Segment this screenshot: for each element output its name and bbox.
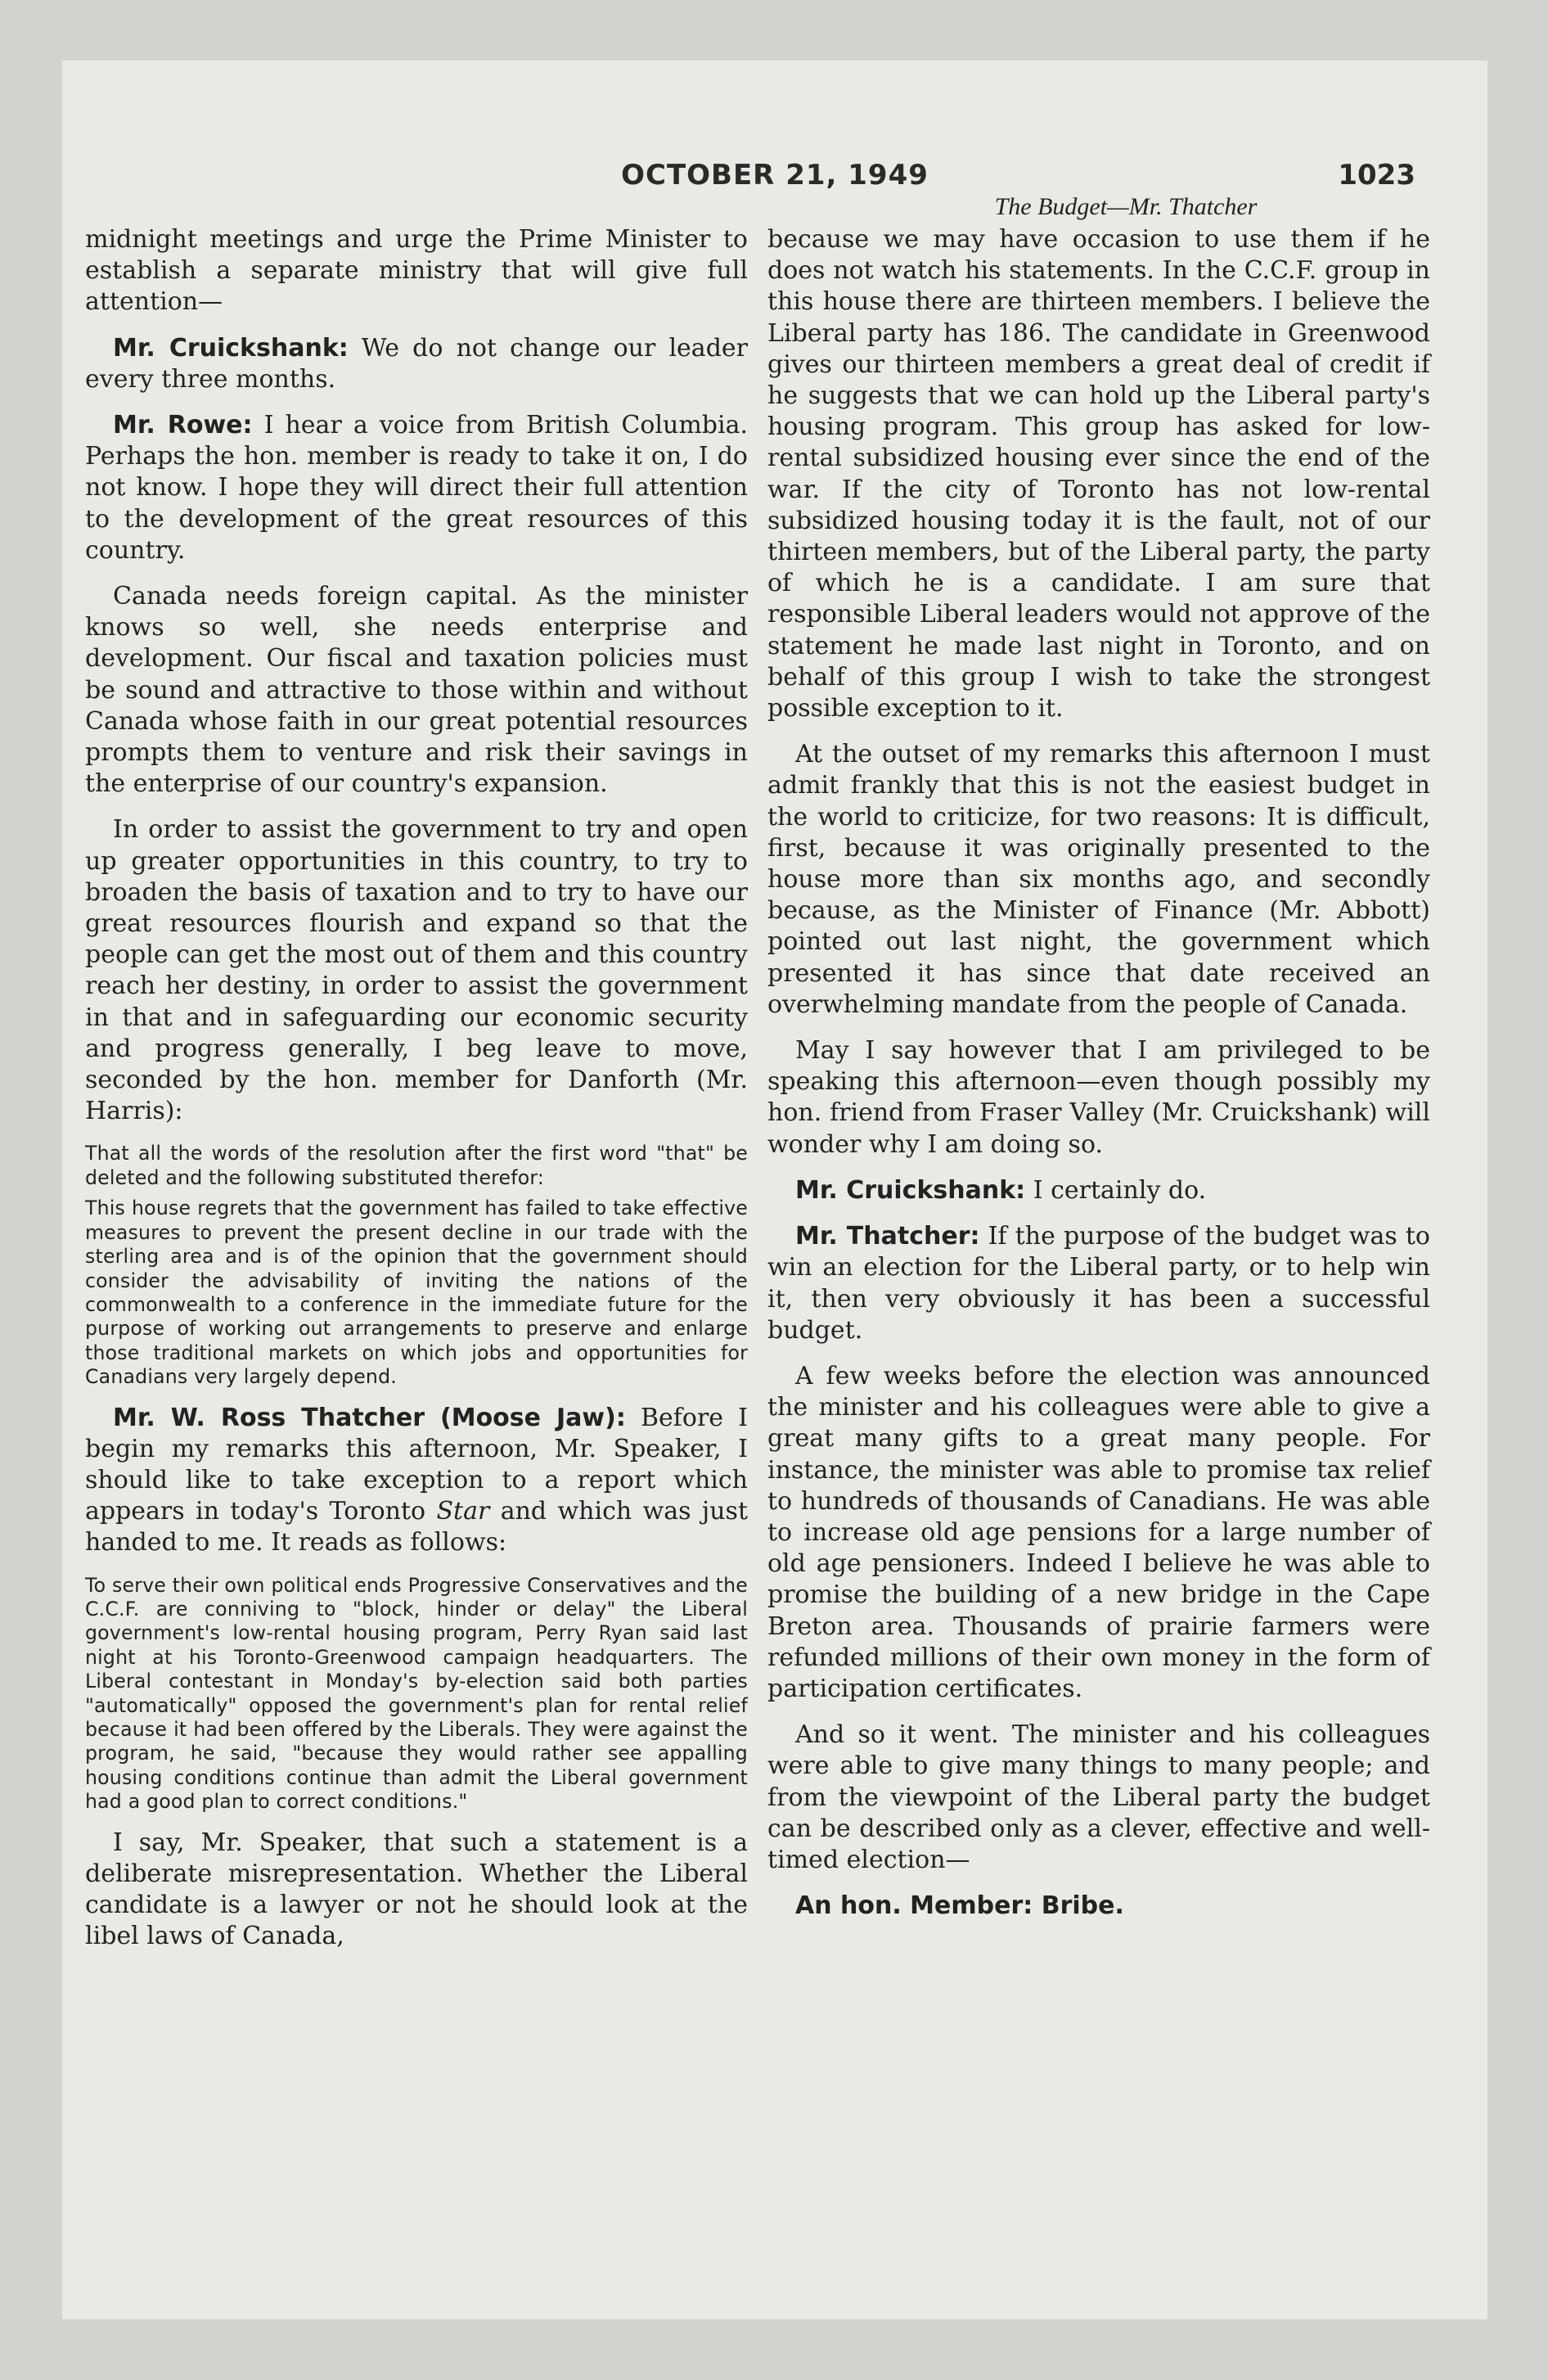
speaker-name: Mr. Thatcher: xyxy=(795,1222,980,1251)
paragraph xyxy=(85,1403,748,1559)
newspaper-name: Star xyxy=(436,1497,490,1526)
paragraph: because we may have occasion to use them if he does not watch his statements. In the C.C.F. group in this house there are thirteen members. I believe the Liberal party has 186. The candidate in Greenwood gives our thirteen members a great deal of credit if he suggests that we can hold up the Liberal party's housing program. This group has asked for low-rental subsidized housing ever since the end of the war. If the city of Toronto has not low-rental subsidized housing today it is the fault, not of our thirteen members, but of the Liberal party, the party of which he is a candidate. I am sure that responsible Liberal leaders would not approve of the statement he made last night in Toronto, and on behalf of this group I wish to take the strongest possible exception to it. xyxy=(767,225,1430,723)
speech-text: I certainly do. xyxy=(1025,1175,1207,1205)
quote-paragraph: To serve their own political ends Progressive Conservatives and the C.C.F. are conniving to "block, hinder or delay" the Liberal government's low-rental housing program, Perry Ryan said last night at his Toronto-Greenwood campaign headquarters. The Liberal contestant in Monday's by-election said both parties "automatically" opposed the government's plan for rental relief because it had been offered by the Liberals. They were against the program, he said, "because they would rather see appalling housing conditions continue than admit the Liberal government had a good plan to correct conditions." xyxy=(85,1573,748,1814)
paragraph xyxy=(767,1891,1430,1922)
paragraph: At the outset of my remarks this afternoon I must admit frankly that this is not the easiest budget in the world to criticize, for two reasons: It is difficult, first, because it was originally presented to the house more than six months ago, and secondly because, as the Minister of Finance (Mr. Abbott) pointed out last night, the government which presented it has since that date received an overwhelming mandate from the people of Canada. xyxy=(767,740,1430,1019)
speaker-name: Mr. W. Ross Thatcher (Moose Jaw): xyxy=(113,1403,626,1432)
right-column xyxy=(767,224,1430,1936)
speech-text: Before I begin my remarks this afternoon, Mr. Speaker, I should like to take exception to a report which appears in today's Toronto xyxy=(85,1403,748,1526)
speech-text: I hear a voice from British Columbia. Perhaps the hon. member is ready to take it on, I do not know. I hope they will direct their full attention to the development of the great resources of this country. xyxy=(85,411,749,565)
speech-text: Bribe. xyxy=(1033,1891,1124,1921)
speech-text: If the purpose of the budget was to win an election for the Liberal party, or to help win it, then very obviously it has been a successful budget. xyxy=(767,1222,1430,1345)
speaker-name: Mr. Cruickshank: xyxy=(795,1175,1026,1205)
paragraph xyxy=(767,1221,1430,1346)
quote-paragraph: This house regrets that the government has failed to take effective measures to prevent the present decline in our trade with the sterling area and is of the opinion that the government should consider the advisability of inviting the nations of the commonwealth to a conference in the immediate future for the purpose of working out arrangements to preserve and enlarge those traditional markets on which jobs and opportunities for Canadians very largely depend. xyxy=(85,1197,748,1389)
paragraph: Canada needs foreign capital. As the minister knows so well, she needs enterprise and development. Our fiscal and taxation policies must be sound and attractive to those within and without Canada whose faith in our great potential resources prompts them to venture and risk their savings in the enterprise of our country's expansion. xyxy=(85,582,748,799)
amendment-quote xyxy=(85,1142,748,1389)
paragraph: In order to assist the government to try and open up greater opportunities in this country, to try to broaden the basis of taxation and to try to have our great resources flourish and expand so that the people can get the most out of them and this country reach her destiny, in order to assist the government in that and in safeguarding our economic security and progress generally, I beg leave to move, seconded by the hon. member for Danforth (Mr. Harris): xyxy=(85,815,748,1126)
paragraph xyxy=(85,410,748,566)
speaker-name: Mr. Cruickshank: xyxy=(113,333,349,363)
speaker-name: An hon. Member: xyxy=(795,1891,1033,1921)
paragraph: May I say however that I am privileged to be speaking this afternoon—even though possibly my hon. friend from Fraser Valley (Mr. Cruickshank) will wonder why I am doing so. xyxy=(767,1036,1430,1159)
paragraph xyxy=(767,1175,1430,1206)
paragraph: midnight meetings and urge the Prime Minister to establish a separate ministry that will give full attention— xyxy=(85,225,748,317)
running-head: The Budget—Mr. Thatcher xyxy=(994,193,1258,220)
paragraph xyxy=(85,333,748,395)
speech-text: We do not change our leader every three months. xyxy=(85,333,748,394)
speech-text: and which was just handed to me. It reads as follows: xyxy=(85,1497,748,1557)
newspaper-quote xyxy=(85,1574,748,1814)
paragraph: And so it went. The minister and his colleagues were able to give many things to many people; and from the viewpoint of the Liberal party the budget can be described only as a clever, effective and well-timed election— xyxy=(767,1720,1430,1874)
hansard-page xyxy=(62,61,1487,2319)
speaker-name: Mr. Rowe: xyxy=(113,411,253,440)
quote-paragraph: That all the words of the resolution after the first word "that" be deleted and the following substituted therefor: xyxy=(85,1142,748,1189)
paragraph: I say, Mr. Speaker, that such a statement is a deliberate misrepresentation. Whether the Liberal candidate is a lawyer or not he should look at the libel laws of Canada, xyxy=(85,1828,748,1951)
paragraph: A few weeks before the election was announced the minister and his colleagues were able to give a great many gifts to a great many people. For instance, the minister was able to promise tax relief to hundreds of thousands of Canadians. He was able to increase old age pensions for a large number of old age pensioners. Indeed I believe he was able to promise the building of a new bridge in the Cape Breton area. Thousands of prairie farmers were refunded millions of their own money in the form of participation certificates. xyxy=(767,1361,1430,1703)
left-column xyxy=(85,224,748,1967)
header-date: OCTOBER 21, 1949 xyxy=(621,159,929,192)
page-number: 1023 xyxy=(1338,159,1415,192)
